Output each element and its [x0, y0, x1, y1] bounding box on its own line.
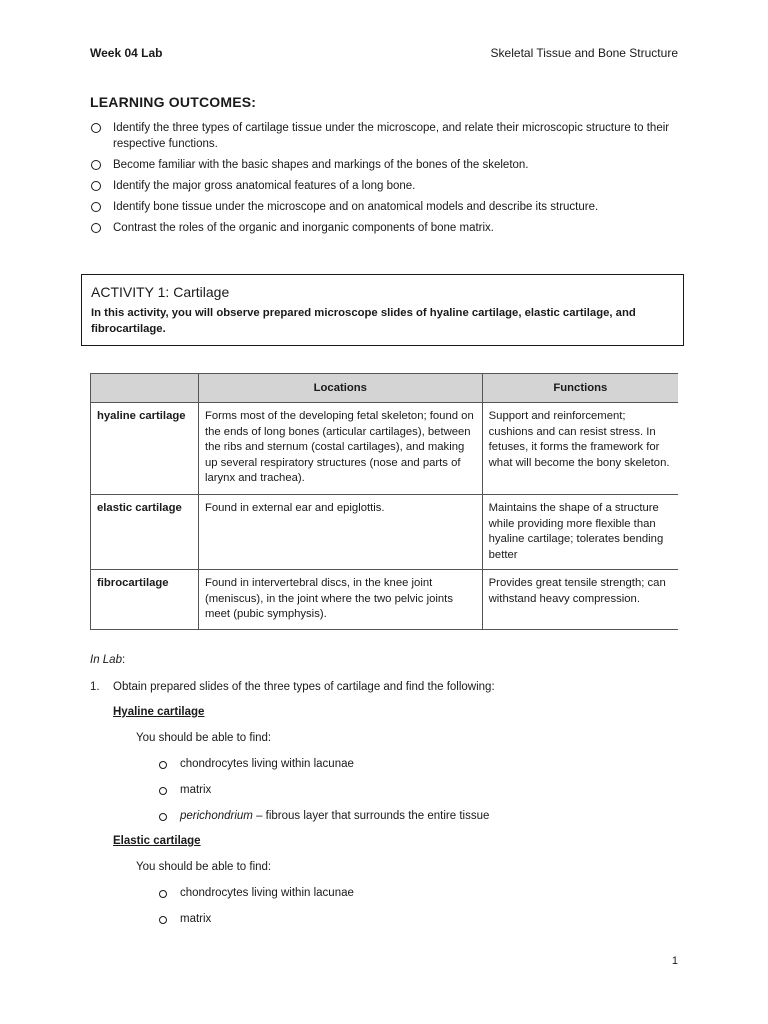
outcome-item: [90, 121, 680, 152]
list-item-text: matrix: [180, 784, 212, 796]
in-lab-colon: :: [121, 654, 126, 666]
perichondrium-description: – fibrous layer that surrounds the entire tissue: [252, 810, 490, 822]
table-row: [91, 495, 679, 570]
header-lab-week: Week 04 Lab: [90, 46, 163, 60]
header-topic: Skeletal Tissue and Bone Structure: [490, 46, 678, 60]
circle-bullet-icon: [91, 223, 101, 233]
list-item-text: chondrocytes living within lacunae: [180, 887, 354, 899]
perichondrium-term: perichondrium: [180, 810, 253, 822]
outcome-text: Identify the major gross anatomical features of a long bone.: [113, 179, 416, 192]
circle-bullet-icon: [91, 160, 101, 170]
cartilage-table: [90, 373, 678, 630]
circle-bullet-icon: [159, 916, 167, 924]
circle-bullet-icon: [159, 813, 167, 821]
list-item: [158, 784, 211, 796]
in-lab-text: In Lab: [90, 654, 122, 666]
elastic-intro: You should be able to find:: [136, 861, 272, 873]
locations-cell: Found in external ear and epiglottis.: [198, 495, 482, 570]
list-item: [158, 758, 354, 770]
table-header-row: [91, 374, 679, 403]
outcome-text: Identify bone tissue under the microscope and on anatomical models and describe its structure.: [113, 200, 599, 213]
list-item: [158, 913, 211, 925]
table-row: [91, 570, 679, 630]
circle-bullet-icon: [159, 761, 167, 769]
outcome-text: Identify the three types of cartilage tissue under the microscope, and relate their microscopic structure to their respective functions.: [113, 122, 670, 150]
learning-outcomes-heading: LEARNING OUTCOMES:: [90, 94, 257, 110]
in-lab-label: [90, 654, 125, 666]
list-item: [158, 887, 354, 899]
circle-bullet-icon: [159, 787, 167, 795]
step-1: [90, 681, 495, 693]
list-item-text: matrix: [180, 913, 212, 925]
circle-bullet-icon: [91, 181, 101, 191]
table-row: [91, 403, 679, 495]
functions-cell: Provides great tensile strength; can withstand heavy compression.: [482, 570, 678, 630]
functions-cell: Maintains the shape of a structure while providing more flexible than hyaline cartilage; tolerates bending better: [482, 495, 678, 570]
outcome-item: [90, 221, 680, 237]
outcome-item: [90, 179, 680, 195]
circle-bullet-icon: [159, 890, 167, 898]
step-number: 1.: [90, 681, 100, 693]
list-item-text: chondrocytes living within lacunae: [180, 758, 354, 770]
locations-cell: Found in intervertebral discs, in the knee joint (meniscus), in the joint where the two pelvic joints meet (pubic symphysis).: [198, 570, 482, 630]
hyaline-heading: Hyaline cartilage: [113, 706, 205, 718]
cartilage-type-cell: fibrocartilage: [91, 570, 199, 630]
cartilage-type-cell: elastic cartilage: [91, 495, 199, 570]
activity-box: [81, 274, 684, 346]
page-number: 1: [671, 955, 678, 967]
elastic-heading: Elastic cartilage: [113, 835, 201, 847]
activity-title: ACTIVITY 1: Cartilage: [91, 284, 230, 300]
outcome-text: Become familiar with the basic shapes and markings of the bones of the skeleton.: [113, 158, 529, 171]
table-header-functions: Functions: [482, 374, 678, 403]
learning-outcomes-list: [90, 121, 680, 242]
outcome-item: [90, 158, 680, 174]
functions-cell: Support and reinforcement; cushions and can resist stress. In fetuses, it forms the framework for what will become the bony skeleton.: [482, 403, 678, 495]
activity-description: In this activity, you will observe prepared microscope slides of hyaline cartilage, elastic cartilage, and fibrocartilage.: [91, 307, 636, 335]
table-header-locations: Locations: [198, 374, 482, 403]
circle-bullet-icon: [91, 123, 101, 133]
cartilage-type-cell: hyaline cartilage: [91, 403, 199, 495]
circle-bullet-icon: [91, 202, 101, 212]
table-header-blank: [91, 374, 199, 403]
hyaline-intro: You should be able to find:: [136, 732, 272, 744]
list-item: [158, 810, 489, 822]
outcome-text: Contrast the roles of the organic and inorganic components of bone matrix.: [113, 221, 494, 234]
step-text: Obtain prepared slides of the three types of cartilage and find the following:: [113, 681, 495, 693]
locations-cell: Forms most of the developing fetal skeleton; found on the ends of long bones (articular cartilages), between the ribs and sternum (costal cartilages), and making up several respiratory structures (nose and parts of larynx and trachea).: [198, 403, 482, 495]
outcome-item: [90, 200, 680, 216]
